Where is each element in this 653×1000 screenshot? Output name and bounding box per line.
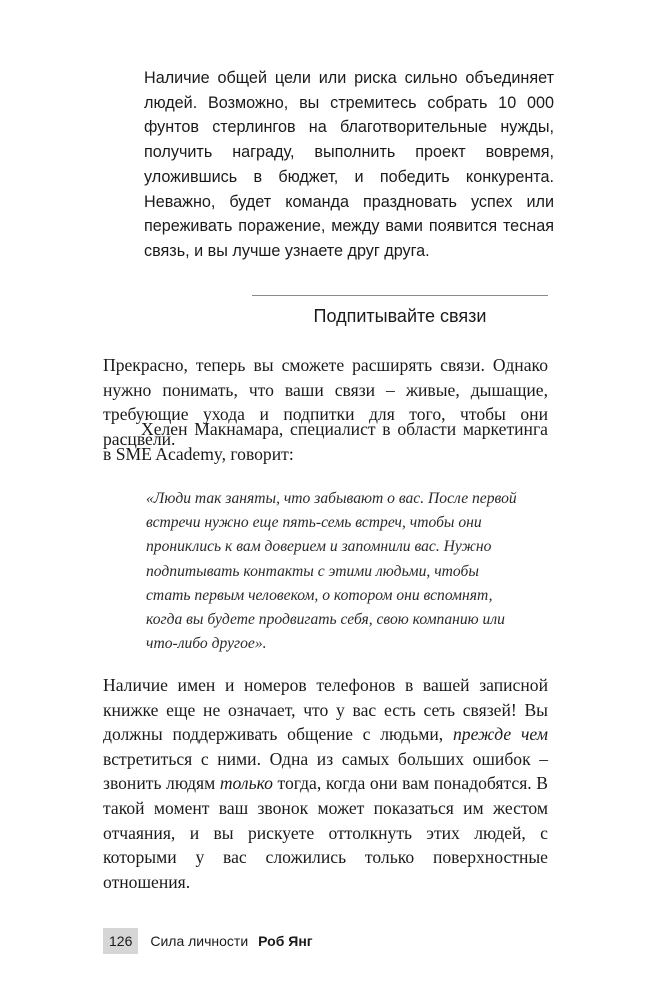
paragraph-text: встретиться с ними. Одна из самых больших ошибок – звонить людям bbox=[103, 748, 548, 794]
author-name: Роб Янг bbox=[258, 933, 313, 949]
emphasis-text: только bbox=[219, 773, 273, 794]
paragraph-text: Наличие имен и номеров телефонов в вашей записной книжке еще не означает, что у вас есть сеть связей! Вы должны поддерживать общение с людьми, bbox=[103, 675, 548, 745]
section-divider bbox=[252, 295, 548, 296]
body-paragraph-3 bbox=[103, 673, 548, 894]
book-title: Сила личности bbox=[150, 933, 249, 949]
emphasis-text: прежде чем bbox=[452, 724, 548, 745]
body-paragraph-2: Хелен Макнамара, специалист в области маркетинга в SME Academy, говорит: bbox=[103, 419, 548, 464]
sidebar-text: Наличие общей цели или риска сильно объединяет людей. Возможно, вы стремитесь собрать 10 000 фунтов стерлингов на благотворительные нужды, получить награду, выполнить проект вовремя, уложившись в бюджет, и победить конкурента. Неважно, будет команда праздновать успех или переживать поражение, между вами появится тесная связь, и вы лучше узнаете друг друга. bbox=[144, 69, 554, 260]
page-footer bbox=[103, 928, 313, 954]
blockquote: «Люди так заняты, что забывают о вас. После первой встречи нужно еще пять-семь встреч, чтобы они прониклись к вам доверием и запомнили вас. Нужно подпитывать контакты с этими людьми, чтобы стать первым человеком, о котором они вспомнят, когда вы будете продвигать себя, свою компанию или что-либо другое». bbox=[146, 490, 517, 653]
paragraph-text: тогда, когда они вам понадобятся. В такой момент ваш звонок может показаться им жестом отчаяния, и вы рискуете оттолкнуть этих людей, с которыми у вас сложились только поверхностные отношения. bbox=[103, 773, 549, 892]
sidebar-box bbox=[144, 66, 554, 264]
page-number: 126 bbox=[103, 928, 138, 954]
section-heading: Подпитывайте связи bbox=[313, 306, 487, 326]
body-paragraph-1: Прекрасно, теперь вы сможете расширять связи. Однако нужно понимать, что ваши связи – живые, дышащие, требующие ухода и подпитки для того, чтобы они расцвели. bbox=[103, 355, 548, 449]
